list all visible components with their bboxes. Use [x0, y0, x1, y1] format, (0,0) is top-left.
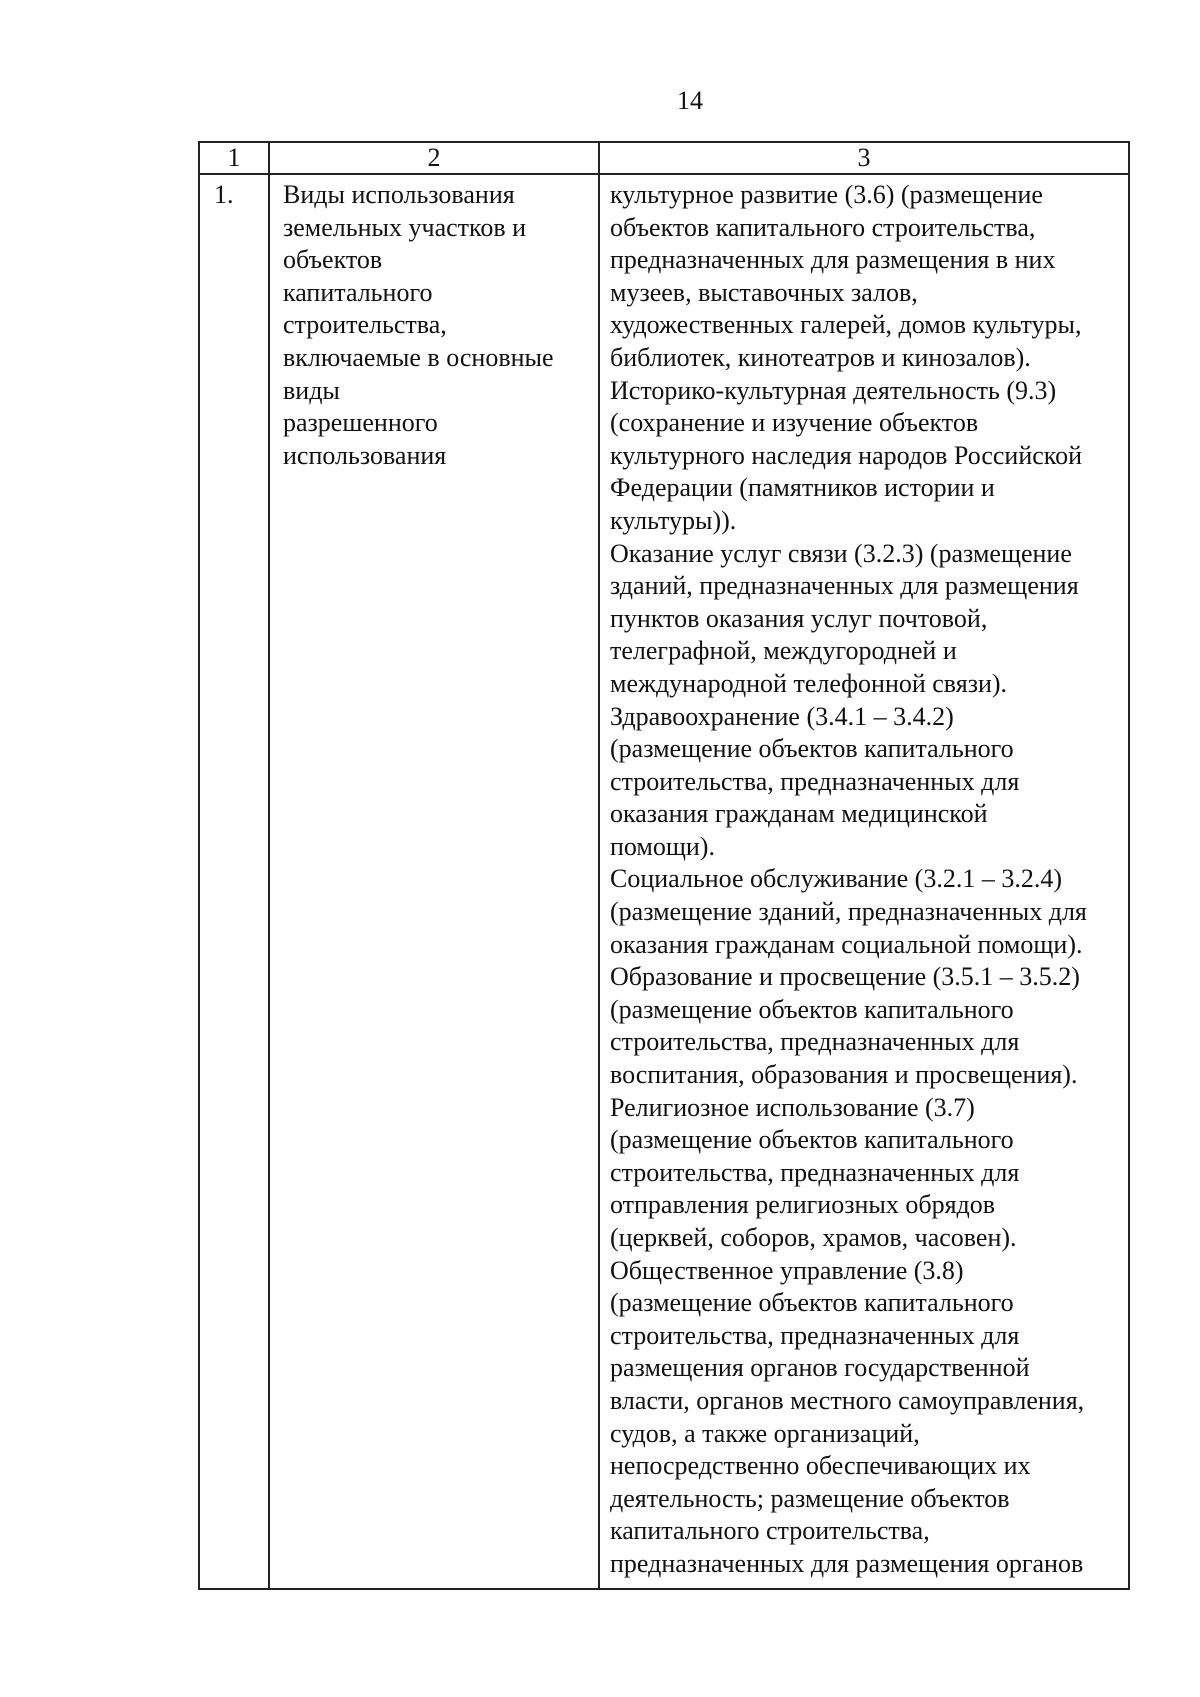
use-kind-line: земельных участков и: [283, 212, 527, 242]
use-description-line: оказания гражданам социальной помощи).: [610, 929, 1083, 959]
use-description-line: воспитания, образования и просвещения).: [610, 1060, 1078, 1090]
use-kind-line: объектов: [283, 245, 383, 275]
use-description-line: непосредственно обеспечивающих их: [610, 1451, 1031, 1481]
use-description-line: Федерации (памятников истории и: [610, 473, 995, 503]
use-description-line: Историко-культурная деятельность (9.3): [610, 375, 1057, 405]
use-description-line: (размещение объектов капитального: [610, 994, 1014, 1024]
use-description-line: телеграфной, междугородней и: [610, 636, 957, 666]
use-description-line: предназначенных для размещения в них: [610, 245, 1056, 275]
use-kind-line: использования: [283, 440, 447, 470]
use-kind-cell: [269, 174, 599, 1589]
use-description-line: помощи).: [610, 831, 715, 861]
row-number: 1.: [214, 180, 234, 209]
use-description-line: культурное развитие (3.6) (размещение: [610, 180, 1043, 209]
use-description-line: строительства, предназначенных для: [610, 1157, 1020, 1187]
use-description-line: (церквей, соборов, храмов, часовен).: [610, 1223, 1017, 1252]
use-description-line: капитального строительства,: [610, 1516, 930, 1546]
column-header-1: 1: [199, 142, 269, 174]
use-description-line: (размещение зданий, предназначенных для: [610, 897, 1087, 927]
use-description-line: Оказание услуг связи (3.2.3) (размещение: [610, 538, 1072, 568]
use-kind-line: Виды использования: [283, 180, 515, 209]
use-description-line: предназначенных для размещения органов: [610, 1548, 1084, 1578]
use-description-line: Общественное управление (3.8): [610, 1255, 964, 1285]
use-description-line: деятельность; размещение объектов: [610, 1483, 1010, 1513]
use-description-line: Социальное обслуживание (3.2.1 – 3.2.4): [610, 864, 1062, 894]
use-description-line: объектов капитального строительства,: [610, 212, 1036, 242]
use-description-cell: [599, 174, 1129, 1589]
use-description-line: культуры)).: [610, 505, 737, 535]
use-description-line: судов, а также организаций,: [610, 1418, 920, 1448]
use-description-line: Образование и просвещение (3.5.1 – 3.5.2): [610, 962, 1080, 992]
use-description-line: Здравоохранение (3.4.1 – 3.4.2): [610, 701, 954, 731]
table-row: [199, 174, 1129, 1589]
use-description-line: (размещение объектов капитального: [610, 734, 1014, 764]
land-use-table: [198, 141, 1130, 1590]
use-description-line: музеев, выставочных залов,: [610, 277, 918, 307]
use-description-line: пунктов оказания услуг почтовой,: [610, 603, 988, 633]
use-description-line: строительства, предназначенных для: [610, 1320, 1020, 1350]
use-kind-line: строительства,: [283, 310, 447, 340]
use-description-line: строительства, предназначенных для: [610, 766, 1020, 796]
use-description-line: международной телефонной связи).: [610, 668, 1008, 698]
row-number-cell: [199, 174, 269, 1589]
header-row: [199, 142, 1129, 174]
use-kind-line: включаемые в основные: [283, 342, 554, 372]
use-description-line: строительства, предназначенных для: [610, 1027, 1020, 1057]
use-description-line: культурного наследия народов Российской: [610, 440, 1083, 470]
use-description-line: (сохранение и изучение объектов: [610, 408, 979, 438]
column-header-2: 2: [269, 142, 599, 174]
page-number: 14: [677, 86, 703, 115]
use-kind-line: разрешенного: [283, 408, 438, 438]
use-description-line: размещения органов государственной: [610, 1353, 1030, 1383]
use-description-line: Религиозное использование (3.7): [610, 1092, 975, 1122]
use-description-line: (размещение объектов капитального: [610, 1125, 1014, 1155]
use-description-line: художественных галерей, домов культуры,: [610, 310, 1082, 340]
use-description-line: (размещение объектов капитального: [610, 1288, 1014, 1318]
use-kind-line: капитального: [283, 277, 433, 307]
use-description-line: отправления религиозных обрядов: [610, 1190, 996, 1220]
use-description-line: власти, органов местного самоуправления,: [610, 1385, 1085, 1415]
use-description-line: библиотек, кинотеатров и кинозалов).: [610, 342, 1031, 372]
use-kind-line: виды: [283, 375, 340, 405]
use-description-line: оказания гражданам медицинской: [610, 799, 988, 829]
column-header-3: 3: [599, 142, 1129, 174]
use-description-line: зданий, предназначенных для размещения: [610, 571, 1079, 601]
